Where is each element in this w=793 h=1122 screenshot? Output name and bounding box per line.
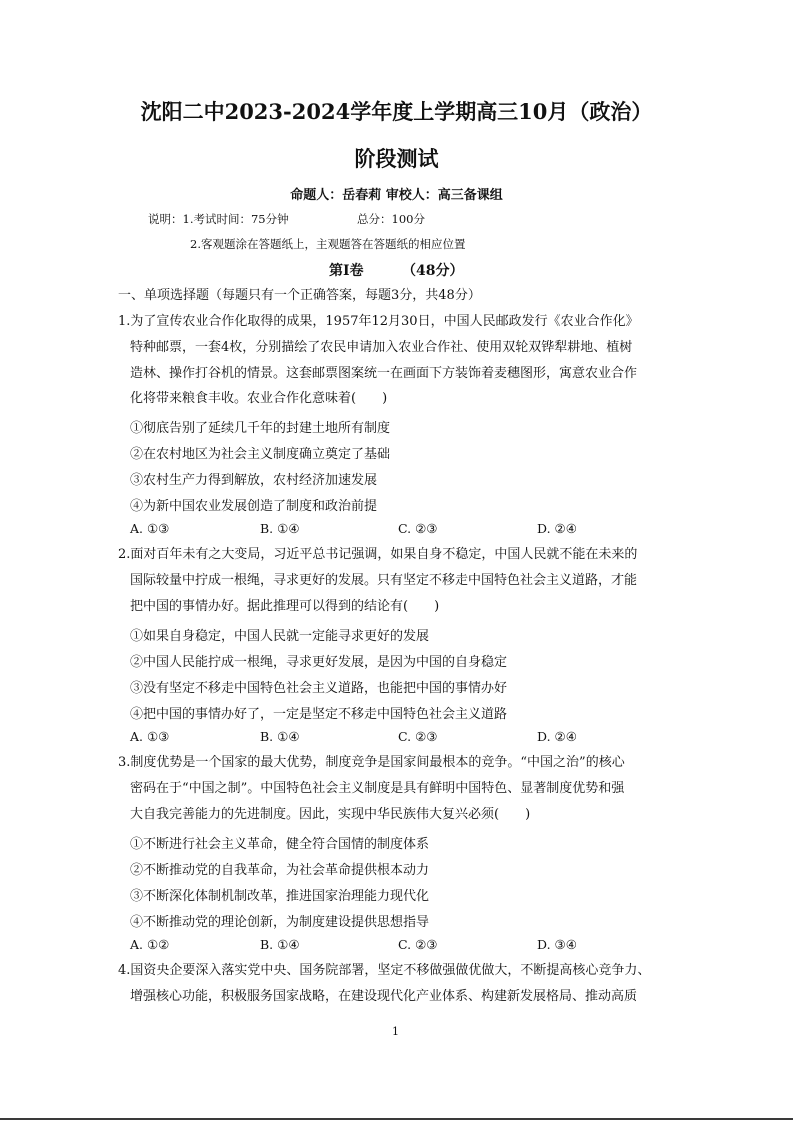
question-2-answer-b: B. ①④ (260, 729, 300, 744)
question-3-answer-a: A. ①② (130, 937, 170, 952)
question-3-answer-b: B. ①④ (260, 937, 300, 952)
question-3-line-3: 大自我完善能力的先进制度。因此，实现中华民族伟大复兴必须( ) (130, 807, 531, 822)
answer-sheet-note: 2.客观题涂在答题纸上，主观题答在答题纸的相应位置 (190, 237, 466, 251)
question-1-answer-a: A. ①③ (130, 521, 170, 536)
question-3-line-1: 3.制度优势是一个国家的最大优势，制度竞争是国家间最根本的竞争。“中国之治”的核心 (118, 755, 625, 770)
question-1-line-4: 化将带来粮食丰收。农业合作化意味着( ) (130, 391, 388, 406)
question-2-line-2: 国际较量中拧成一根绳，寻求更好的发展。只有坚定不移走中国特色社会主义道路，才能 (130, 573, 638, 588)
page-subtitle: 阶段测试 (354, 146, 439, 171)
bottom-border (0, 1118, 793, 1120)
question-1-statement-2: ②在农村地区为社会主义制度确立奠定了基础 (130, 447, 391, 462)
question-2-statement-1: ①如果自身稳定，中国人民就一定能寻求更好的发展 (130, 629, 430, 644)
section-title: 第Ⅰ卷 (329, 263, 364, 279)
question-1-statement-4: ④为新中国农业发展创造了制度和政治前提 (130, 499, 378, 514)
question-4-line-1: 4.国资央企要深入落实党中央、国务院部署，坚定不移做强做优做大，不断提高核心竞争力、 (118, 963, 651, 978)
question-3-line-2: 密码在于“中国之制”。中国特色社会主义制度是具有鲜明中国特色、显著制度优势和强 (130, 781, 625, 796)
section-score: （48分） (402, 263, 464, 279)
question-3-statement-1: ①不断进行社会主义革命，健全符合国情的制度体系 (130, 837, 430, 852)
question-3-statement-3: ③不断深化体制机制改革，推进国家治理能力现代化 (130, 889, 430, 904)
question-1-line-1: 1.为了宣传农业合作化取得的成果，1957年12月30日，中国人民邮政发行《农业合作化》 (118, 314, 639, 329)
question-2-answer-c: C. ②③ (398, 729, 438, 744)
question-1-answer-b: B. ①④ (260, 521, 300, 536)
part-heading: 一、单项选择题（每题只有一个正确答案，每题3分，共48分） (118, 288, 481, 303)
question-3-answer-d: D. ③④ (537, 937, 577, 952)
question-3-statement-4: ④不断推动党的理论创新，为制度建设提供思想指导 (130, 915, 430, 930)
page-number: 1 (392, 1025, 399, 1038)
question-1-line-2: 特种邮票，一套4枚，分别描绘了农民申请加入农业合作社、使用双轮双铧犁耕地、植树 (130, 340, 633, 355)
question-4-line-2: 增强核心功能，积极服务国家战略，在建设现代化产业体系、构建新发展格局、推动高质 (130, 989, 638, 1004)
page-title: 沈阳二中2023-2024学年度上学期高三10月（政治） (140, 99, 653, 124)
exam-time-note: 说明：1.考试时间：75分钟 (148, 212, 289, 226)
question-1-answer-c: C. ②③ (398, 521, 438, 536)
question-2-line-3: 把中国的事情办好。据此推理可以得到的结论有( ) (130, 599, 440, 614)
question-3-answer-c: C. ②③ (398, 937, 438, 952)
question-1-statement-1: ①彻底告别了延续几千年的封建土地所有制度 (130, 421, 391, 436)
question-2-statement-3: ③没有坚定不移走中国特色社会主义道路，也能把中国的事情办好 (130, 681, 508, 696)
question-1-statement-3: ③农村生产力得到解放，农村经济加速发展 (130, 473, 378, 488)
question-2-answer-d: D. ②④ (537, 729, 577, 744)
question-2-statement-4: ④把中国的事情办好了，一定是坚定不移走中国特色社会主义道路 (130, 707, 508, 722)
question-2-answer-a: A. ①③ (130, 729, 170, 744)
question-2-line-1: 2.面对百年未有之大变局，习近平总书记强调，如果自身不稳定，中国人民就不能在未来的 (118, 547, 638, 562)
question-1-line-3: 造林、操作打谷机的情景。这套邮票图案统一在画面下方装饰着麦穗图形，寓意农业合作 (130, 366, 638, 381)
question-1-answer-d: D. ②④ (537, 521, 577, 536)
question-2-statement-2: ②中国人民能拧成一根绳，寻求更好发展，是因为中国的自身稳定 (130, 655, 508, 670)
question-3-statement-2: ②不断推动党的自我革命，为社会革命提供根本动力 (130, 863, 430, 878)
author-line: 命题人：岳春莉 审校人：高三备课组 (290, 188, 503, 203)
total-score-note: 总分：100分 (357, 212, 425, 226)
